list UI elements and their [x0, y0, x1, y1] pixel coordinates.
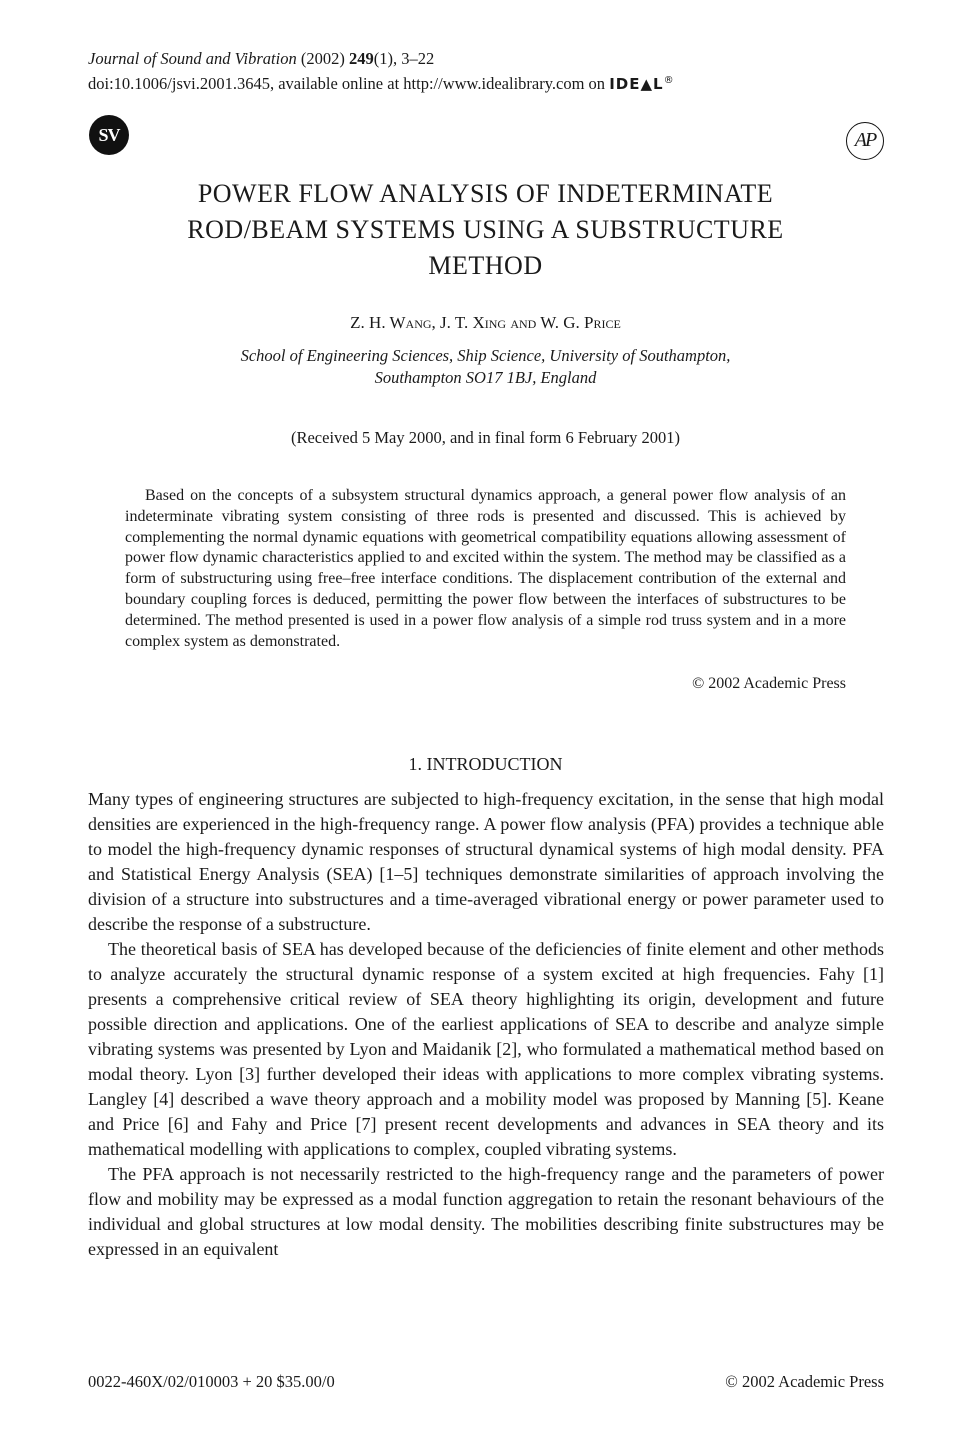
journal-issue-pages: (1), 3–22: [373, 49, 435, 68]
paper-title: [100, 176, 871, 284]
affiliation: [0, 345, 971, 389]
journal-citation: [88, 48, 675, 70]
received-dates: (Received 5 May 2000, and in final form 6 February 2001): [290, 428, 681, 447]
footer-issn: 0022-460X/02/010003 + 20 $35.00/0: [88, 1372, 335, 1391]
section-heading: 1. INTRODUCTION: [408, 754, 563, 774]
author-list: [0, 312, 971, 334]
paragraph-1: Many types of engineering structures are subjected to high-frequency excitation, in the sense that high modal densities are experienced in the high-frequency range. A power flow analysis (PFA) provides a technique able to model the high-frequency dynamic responses of structural dynamical systems of high modal density. PFA and Statistical Energy Analysis (SEA) [1–5] techniques demonstrate similarities of approach involving the division of a structure into substructures and a time-averaged vibrational energy or power parameter used to describe the response of a substructure.: [88, 789, 884, 934]
affiliation-line-1: School of Engineering Sciences, Ship Science, University of Southampton,: [240, 346, 731, 365]
footer-copyright: © 2002 Academic Press: [725, 1372, 884, 1391]
paragraph-2: The theoretical basis of SEA has developed because of the deficiencies of finite element and other methods to analyze accurately the structural dynamic response of a system excited at high frequencies. Fahy [1] presents a comprehensive critical review of SEA theory highlighting its origin, development and future possible direction and applications. One of the earliest applications of SEA to describe and analyze simple vibrating systems was presented by Lyon and Maidanik [2], who formulated a mathematical method based on modal theory. Lyon [3] further developed their ideas with applications to more complex vibrating systems. Langley [4] described a wave theory approach and a mobility model was proposed by Manning [5]. Keane and Price [6] and Fahy and Price [7] present recent developments and advances in SEA theory and its mathematical modelling with applications to complex, coupled vibrating systems.: [88, 939, 884, 1159]
title-line-3: METHOD: [428, 251, 543, 280]
running-header: [88, 48, 675, 95]
title-line-1: POWER FLOW ANALYSIS OF INDETERMINATE: [197, 179, 774, 208]
sv-logo: [89, 115, 129, 155]
ideal-logo: IDE▲L®: [609, 75, 675, 93]
abstract-text: Based on the concepts of a subsystem structural dynamics approach, a general power flow analysis of an indeterminate vibrating system consisting of three rods is presented and discussed. This is achieved by complementing the normal dynamic equations with geometrical compatibility equations allowing assessment of power flow dynamic characteristics applied to and excited within the system. The method may be classified as a form of substructuring using free–free interface conditions. The displacement contribution of the external and boundary coupling forces is deduced, permitting the power flow between the interfaces of substructures to be determined. The method presented is used in a power flow analysis of a simple rod truss system and in a more complex system as demonstrated.: [125, 487, 846, 650]
authors-text: Z. H. Wang, J. T. Xing and W. G. Price: [350, 313, 621, 332]
title-line-2: ROD/BEAM SYSTEMS USING A SUBSTRUCTURE: [187, 215, 784, 244]
doi-text: doi:10.1006/jsvi.2001.3645, available online at http://www.idealibrary.com on: [88, 74, 606, 93]
doi-line: [88, 70, 675, 95]
journal-year: (2002): [300, 49, 345, 68]
ap-logo-text: AP: [854, 129, 876, 151]
sv-logo-text: SV: [98, 125, 120, 145]
journal-name: Journal of Sound and Vibration: [88, 49, 297, 68]
body-text: [88, 787, 884, 1262]
affiliation-line-2: Southampton SO17 1BJ, England: [374, 368, 597, 387]
journal-volume: 249: [348, 49, 374, 68]
paragraph-3: The PFA approach is not necessarily restricted to the high-frequency range and the parameters of power flow and mobility may be expressed as a modal function aggregation to retain the resonant behaviours of the individual and global structures at low modal density. The mobilities describing finite substructures may be expressed in an equivalent: [88, 1164, 884, 1259]
abstract-copyright: © 2002 Academic Press: [692, 675, 846, 692]
ap-logo: [846, 122, 884, 160]
